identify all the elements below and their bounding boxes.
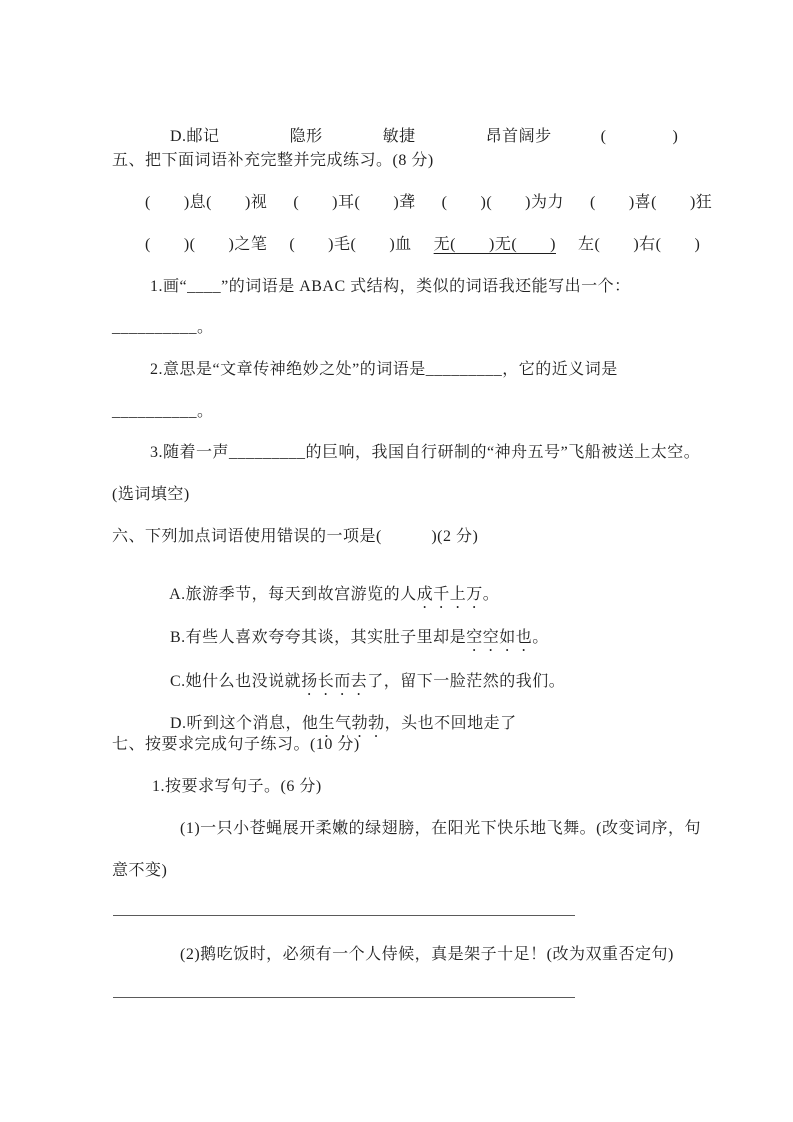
answer-writing-line bbox=[113, 915, 575, 916]
option-b-text: B.有些人喜欢夸夸其谈，其实肚子里却是 bbox=[170, 629, 467, 646]
idiom-blank: ( )喜( )狂 bbox=[589, 194, 713, 211]
idiom-blank: ( )毛( )血 bbox=[289, 236, 412, 253]
section5-title: 五、把下面词语补充完整并完成练习。(8 分) bbox=[112, 152, 434, 169]
idiom-blank: ( )( )为力 bbox=[441, 194, 564, 211]
section7-subquestion-1: 1.按要求写句子。(6 分) bbox=[152, 778, 322, 795]
section7-item2: (2)鹅吃饭时，必须有一个人侍候，真是架子十足！(改为双重否定句) bbox=[180, 946, 674, 963]
option-c-emphasized-word: 扬长而去 bbox=[301, 673, 368, 690]
section5-word-choice-note: (选词填空) bbox=[112, 486, 190, 503]
section7-item1-line1: (1)一只小苍蝇展开柔嫩的绿翅膀，在阳光下快乐地飞舞。(改变词序，句 bbox=[180, 820, 701, 837]
idiom-blank: ( )耳( )聋 bbox=[293, 194, 416, 211]
section5-subquestion-2: 2.意思是“文章传神绝妙之处”的词语是_________，它的近义词是 bbox=[150, 361, 618, 378]
idiom-blank-underlined: 无( )无( ) bbox=[433, 236, 556, 253]
fill-in-blank-line: __________。 bbox=[112, 319, 214, 336]
section5-idiom-row-1 bbox=[145, 192, 712, 214]
option-d-tail: ，头也不回地走了 bbox=[384, 715, 517, 732]
option-a-period: 。 bbox=[482, 586, 500, 603]
option-d-label: D.邮记 bbox=[170, 128, 220, 145]
idiom-blank: 左( )右( ) bbox=[577, 236, 701, 253]
option-d-blank-parens: ( ) bbox=[600, 128, 679, 145]
idiom-blank: ( )( )之笔 bbox=[145, 236, 268, 253]
option-d-emphasized-word: 生气勃勃 bbox=[318, 715, 385, 732]
fill-in-blank-line: __________。 bbox=[112, 403, 214, 420]
option-c-tail: 了，留下一脸茫然的我们。 bbox=[367, 673, 566, 690]
option-c-text: C.她什么也没说就 bbox=[170, 673, 302, 690]
option-d-word-2: 敏捷 bbox=[382, 128, 416, 145]
section6-title: 六、下列加点词语使用错误的一项是( )(2 分) bbox=[112, 528, 479, 545]
idiom-blank: ( )息( )视 bbox=[145, 194, 268, 211]
option-a-emphasized-word: 成千上万 bbox=[416, 586, 483, 603]
option-d-text: D.听到这个消息，他 bbox=[170, 715, 319, 732]
option-d-word-3: 昂首阔步 bbox=[485, 128, 552, 145]
section5-idiom-row-2 bbox=[145, 234, 700, 256]
section7-item1-line2: 意不变) bbox=[112, 862, 168, 879]
option-b-period: 。 bbox=[532, 629, 549, 646]
option-a-text: A.旅游季节，每天到故宫游览的人 bbox=[169, 586, 417, 603]
option-b-emphasized-word: 空空如也 bbox=[466, 629, 533, 646]
section5-subquestion-1: 1.画“____”的词语是 ABAC 式结构，类似的词语我还能写出一个： bbox=[150, 278, 631, 295]
section5-subquestion-3: 3.随着一声_________的巨响，我国自行研制的“神舟五号”飞船被送上太空。 bbox=[150, 444, 701, 461]
answer-writing-line bbox=[113, 997, 575, 998]
section7-title: 七、按要求完成句子练习。(10 分) bbox=[112, 736, 360, 753]
option-d-word-1: 隐形 bbox=[289, 128, 323, 145]
